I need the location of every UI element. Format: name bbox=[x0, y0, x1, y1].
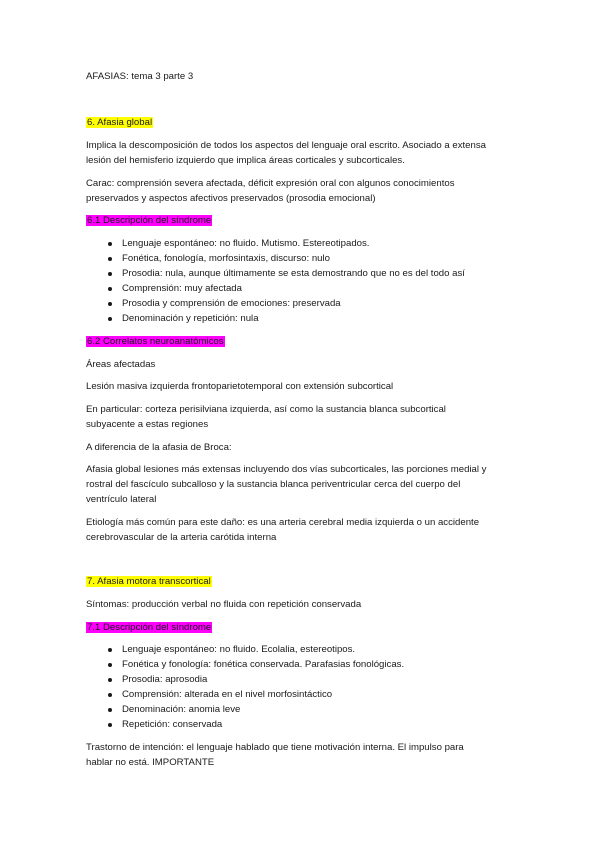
s6-areas: Áreas afectadas bbox=[86, 359, 156, 370]
s7-bullet-1: Fonética y fonología: fonética conservada. Parafasias fonológicas. bbox=[122, 659, 405, 670]
s7-bullet-0: Lenguaje espontáneo: no fluido. Ecolalia, estereotipos. bbox=[122, 644, 356, 655]
s6-broca: A diferencia de la afasia de Broca: bbox=[86, 442, 232, 453]
s7-bullet-3: Comprensión: alterada en el nivel morfosintáctico bbox=[122, 689, 333, 700]
s6-subheading-2 bbox=[86, 336, 225, 348]
s6-etio-line-1: Etiología más común para este daño: es una arteria cerebral media izquierda o un accidente bbox=[86, 517, 480, 528]
s6-carac-line-2: preservados y aspectos afectivos preservados (prosodia emocional) bbox=[86, 193, 376, 204]
s7-subheading-1-text: 7.1 Descripción del síndrome bbox=[87, 622, 212, 633]
s6-global-line-2: rostral del fascículo subcalloso y la sustancia blanca periventricular cerca del cuerpo del bbox=[86, 479, 461, 490]
s7-trastorno-line-2: hablar no está. IMPORTANTE bbox=[86, 757, 215, 768]
s6-carac-line-1: Carac: comprensión severa afectada, déficit expresión oral con algunos conocimientos bbox=[86, 178, 455, 189]
page-title: AFASIAS: tema 3 parte 3 bbox=[86, 71, 194, 82]
bullet-icon bbox=[108, 663, 112, 667]
bullet-icon bbox=[108, 257, 112, 261]
s6-intro-line-1: Implica la descomposición de todos los aspectos del lenguaje oral escrito. Asociado a extensa bbox=[86, 140, 486, 151]
bullet-icon bbox=[108, 708, 112, 712]
section-6-heading bbox=[86, 117, 153, 129]
s6-etio-line-2: cerebrovascular de la arteria carótida interna bbox=[86, 532, 277, 543]
bullet-icon bbox=[108, 242, 112, 246]
s6-bullet-5: Denominación y repetición: nula bbox=[122, 313, 259, 324]
s6-particular-line-2: subyacente a estas regiones bbox=[86, 419, 209, 430]
section-6-heading-text: 6. Afasia global bbox=[87, 117, 153, 128]
s6-global-line-3: ventrículo lateral bbox=[86, 494, 157, 505]
s7-bullet-5: Repetición: conservada bbox=[122, 719, 223, 730]
s6-bullet-0: Lenguaje espontáneo: no fluido. Mutismo. Estereotipados. bbox=[122, 238, 370, 249]
s7-bullet-2: Prosodia: aprosodia bbox=[122, 674, 208, 685]
bullet-icon bbox=[108, 648, 112, 652]
section-7-heading bbox=[86, 576, 212, 588]
s6-bullet-3: Comprensión: muy afectada bbox=[122, 283, 242, 294]
s7-subheading-1 bbox=[86, 622, 212, 634]
s6-bullet-1: Fonética, fonología, morfosintaxis, discurso: nulo bbox=[122, 253, 330, 264]
s6-subheading-2-text: 6.2 Correlatos neuroanatómicos bbox=[87, 336, 224, 347]
s6-subheading-1 bbox=[86, 215, 212, 227]
s7-sintomas: Síntomas: producción verbal no fluida con repetición conservada bbox=[86, 599, 362, 610]
bullet-icon bbox=[108, 678, 112, 682]
s7-bullet-4: Denominación: anomia leve bbox=[122, 704, 241, 715]
bullet-icon bbox=[108, 317, 112, 321]
s6-subheading-1-text: 6.1 Descripción del síndrome bbox=[87, 215, 212, 226]
bullet-icon bbox=[108, 272, 112, 276]
s6-lesion: Lesión masiva izquierda frontoparietotemporal con extensión subcortical bbox=[86, 381, 394, 392]
bullet-icon bbox=[108, 693, 112, 697]
s6-global-line-1: Afasia global lesiones más extensas incluyendo dos vías subcorticales, las porciones medial y bbox=[86, 464, 487, 475]
bullet-icon bbox=[108, 287, 112, 291]
bullet-icon bbox=[108, 302, 112, 306]
s6-intro-line-2: lesión del hemisferio izquierdo que implica áreas corticales y subcorticales. bbox=[86, 155, 405, 166]
s6-particular-line-1: En particular: corteza perisilviana izquierda, así como la sustancia blanca subcortical bbox=[86, 404, 446, 415]
s7-trastorno-line-1: Trastorno de intención: el lenguaje hablado que tiene motivación interna. El impulso para bbox=[86, 742, 464, 753]
bullet-icon bbox=[108, 723, 112, 727]
section-7-heading-text: 7. Afasia motora transcortical bbox=[87, 576, 211, 587]
s6-bullet-4: Prosodia y comprensión de emociones: preservada bbox=[122, 298, 341, 309]
s6-bullet-2: Prosodia: nula, aunque últimamente se esta demostrando que no es del todo así bbox=[122, 268, 465, 279]
